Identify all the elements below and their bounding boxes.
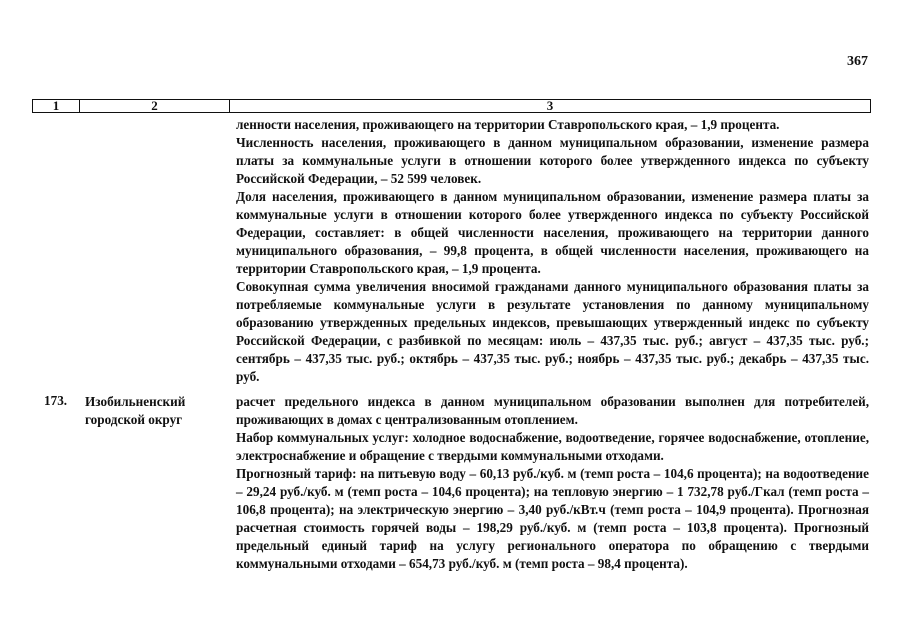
page-number: 367 bbox=[847, 54, 868, 69]
table-header-row bbox=[32, 99, 871, 113]
continuation-paragraph: ленности населения, проживающего на территории Ставропольского края, – 1,9 процента. bbox=[236, 117, 780, 132]
entry-paragraph: Набор коммунальных услуг: холодное водоснабжение, водоотведение, горячее водоснабжение, отопление, электроснабжение и обращение с твердыми коммунальными отходами. bbox=[236, 430, 869, 463]
continuation-paragraph: Численность населения, проживающего в данном муниципальном образовании, изменение размера платы за коммунальные услуги в отношении которого более утвержденного индекса по субъекту Российской Федерации, – 52 599 человек. bbox=[236, 135, 869, 186]
entry-text bbox=[236, 393, 869, 573]
entry-municipality-name: Изобильненский городской округ bbox=[85, 394, 186, 427]
continuation-paragraph: Совокупная сумма увеличения вносимой гражданами данного муниципального образования платы за потребляемые коммунальные услуги в результате установления по данному муниципальному образованию утвержденных предельных индексов, превышающих утвержденный индекс по субъекту Российской Федерации, с разбивкой по месяцам: июль – 437,35 тыс. руб.; август – 437,35 тыс. руб.; сентябрь – 437,35 тыс. руб.; октябрь – 437,35 тыс. руб.; ноябрь – 437,35 тыс. руб.; декабрь – 437,35 тыс. руб. bbox=[236, 279, 869, 384]
header-col-3: 3 bbox=[546, 98, 554, 113]
header-col-2: 2 bbox=[80, 100, 230, 112]
header-col-1: 1 bbox=[33, 100, 80, 112]
entry-paragraph: расчет предельного индекса в данном муниципальном образовании выполнен для потребителей, проживающих в домах с централизованным отоплением. bbox=[236, 394, 869, 427]
continuation-text bbox=[236, 116, 869, 386]
continuation-paragraph: Доля населения, проживающего в данном муниципальном образовании, изменение размера платы за коммунальные услуги в отношении которого более утвержденного индекса по субъекту Российской Федерации, составляет: в общей численности населения, проживающего на территории данного муниципального образования, – 99,8 процента, в общей численности населения, проживающего на территории Ставропольского края, – 1,9 процента. bbox=[236, 189, 869, 276]
entry-paragraph: Прогнозный тариф: на питьевую воду – 60,13 руб./куб. м (темп роста – 104,6 процента); на водоотведение – 29,24 руб./куб. м (темп роста – 104,6 процента); на тепловую энергию – 1 732,78 руб./Гкал (темп роста – 106,8 процента); на электрическую энергию – 3,40 руб./кВт.ч (темп роста – 104,9 процента). Прогнозная расчетная стоимость горячей воды – 198,29 руб./куб. м (темп роста – 103,8 процента). Прогнозный предельный единый тариф на услугу регионального оператора по обращению с твердыми коммунальными отходами – 654,73 руб./куб. м (темп роста – 98,4 процента). bbox=[236, 466, 869, 571]
entry-number: 173. bbox=[44, 393, 68, 408]
